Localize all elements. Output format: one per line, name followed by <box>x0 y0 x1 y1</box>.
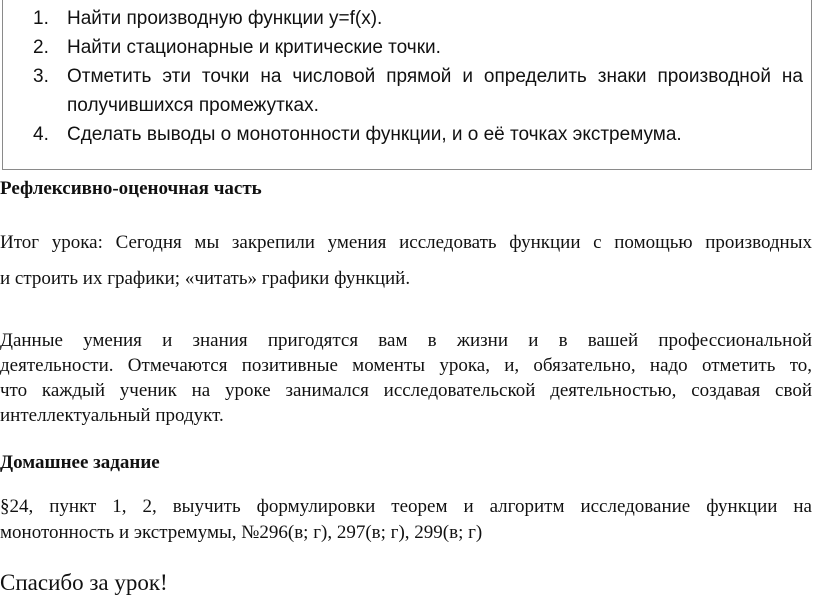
reflection-heading: Рефлексивно-оценочная часть <box>0 178 262 199</box>
algorithm-box <box>2 0 812 170</box>
usefulness-text-line: Данные умения и знания пригодятся вам в жизни и в вашей профессиональной <box>0 330 812 351</box>
usefulness-text-line: интеллектуальный продукт. <box>0 405 224 426</box>
step-text-line: получившихся промежутках. <box>67 95 319 116</box>
homework-text-line: §24, пункт 1, 2, выучить формулировки теорем и алгоритм исследование функции на <box>0 496 812 517</box>
usefulness-text-line: что каждый ученик на уроке занимался исследовательской деятельностью, создавая свой <box>0 380 812 401</box>
step-number: 1. <box>33 8 49 29</box>
step-number: 3. <box>33 66 49 87</box>
usefulness-text-line: деятельности. Отмечаются позитивные моменты урока, и, обязательно, надо отметить то, <box>0 355 812 376</box>
step-text: Сделать выводы о монотонности функции, и о её точках экстремума. <box>67 124 682 145</box>
step-number: 4. <box>33 124 49 145</box>
algorithm-step <box>3 62 811 120</box>
algorithm-step <box>3 4 811 33</box>
algorithm-step <box>3 120 811 149</box>
lesson-summary-line: и строить их графики; «читать» графики функций. <box>0 268 411 289</box>
step-text: Найти производную функции y=f(x). <box>67 8 383 29</box>
step-text-line: Отметить эти точки на числовой прямой и определить знаки производной на <box>67 66 803 87</box>
lesson-summary-line: Итог урока: Сегодня мы закрепили умения исследовать функции с помощью производных <box>0 232 812 253</box>
algorithm-steps-list <box>3 0 811 145</box>
homework-heading: Домашнее задание <box>0 452 160 473</box>
thanks-text: Спасибо за урок! <box>0 570 168 595</box>
step-number: 2. <box>33 37 49 58</box>
step-text: Найти стационарные и критические точки. <box>67 37 441 58</box>
algorithm-step <box>3 33 811 62</box>
homework-text-line: монотонность и экстремумы, №296(в; г), 297(в; г), 299(в; г) <box>0 522 483 543</box>
